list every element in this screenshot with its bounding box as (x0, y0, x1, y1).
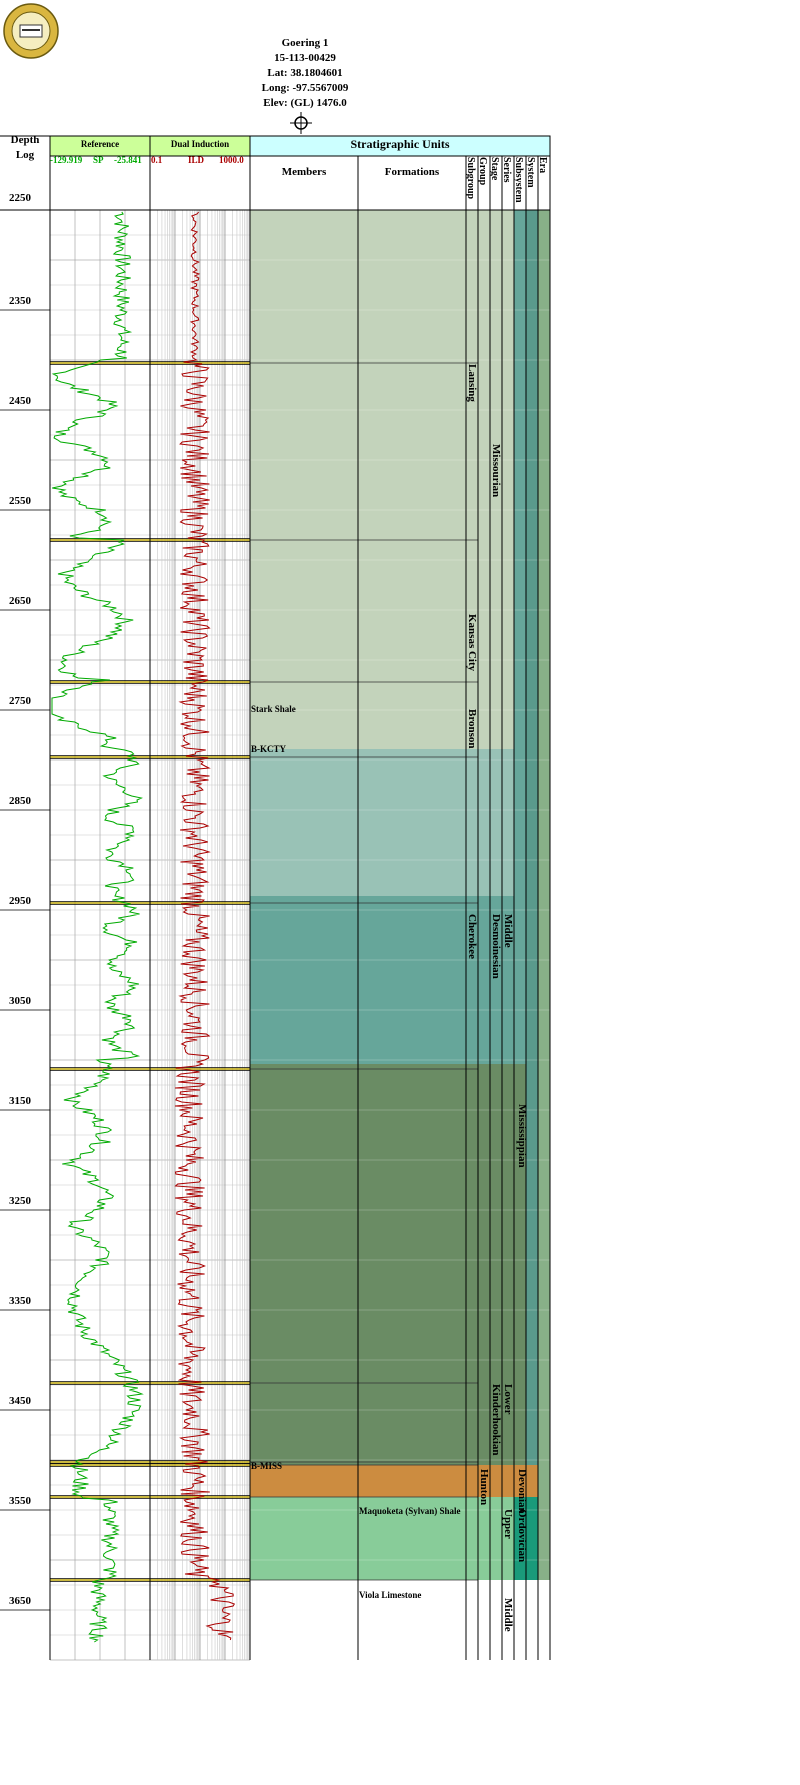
strat-col-header: Series (501, 157, 512, 183)
depth-label: 2650 (9, 595, 31, 607)
sp-curve (52, 212, 142, 1642)
member-label: B-KCTY (251, 744, 287, 754)
subgroup-label: Kansas City (466, 614, 478, 672)
group-label: Hunton (478, 1469, 490, 1506)
stage-label: Kinderhookian (490, 1384, 502, 1456)
formations-header: Formations (384, 166, 440, 178)
system-label: Devonian (516, 1469, 528, 1514)
zone-fill-devonian (250, 1465, 514, 1497)
system-label: Ordovician (516, 1509, 528, 1563)
depth-label: 3050 (9, 995, 31, 1007)
reference-header: Reference (80, 139, 120, 149)
depth-title: Depth (10, 134, 40, 146)
depth-label: 2450 (9, 395, 31, 407)
stage-label: Desmoinesian (490, 914, 502, 979)
strat-units-header: Stratigraphic Units (350, 137, 450, 151)
ild-scale-min: 0.1 (151, 155, 163, 165)
well-lat: Lat: 38.1804601 (267, 67, 343, 79)
dual-induction-header: Dual Induction (170, 139, 230, 149)
strat-col-header: Group (477, 157, 488, 186)
era-fill (538, 210, 550, 1580)
depth-label: 3150 (9, 1095, 31, 1107)
well-api: 15-113-00429 (274, 52, 336, 64)
series-label: Middle (502, 914, 514, 948)
members-header: Members (281, 166, 327, 178)
stage-label: Missourian (490, 444, 502, 498)
sp-scale-name: SP (93, 155, 104, 165)
sp-scale-min: -129.919 (50, 155, 83, 165)
member-label: Stark Shale (251, 704, 296, 714)
formation-label: Maquoketa (Sylvan) Shale (359, 1506, 461, 1516)
strat-col-header: Stage (489, 157, 500, 181)
zone-fill-mississippian (250, 1064, 514, 1465)
subgroup-label: Cherokee (466, 914, 478, 960)
series-label: Middle (502, 1598, 514, 1632)
well-elev: Elev: (GL) 1476.0 (263, 97, 347, 109)
subsystem-fill (514, 210, 526, 1064)
strat-col-header: Subsystem (513, 157, 524, 203)
series-label: Lower (502, 1384, 514, 1415)
depth-label: 3250 (9, 1195, 31, 1207)
strat-col-header: Subgroup (465, 157, 476, 200)
well-name: Goering 1 (281, 37, 329, 49)
depth-label: 3350 (9, 1295, 31, 1307)
depth-label: 2750 (9, 695, 31, 707)
zone-fill-desmoinesian-upper (250, 749, 514, 896)
strat-col-header: Era (537, 157, 548, 174)
system-label: Mississippian (516, 1104, 528, 1168)
depth-label: 3550 (9, 1495, 31, 1507)
ild-scale-name: ILD (188, 155, 205, 165)
series-label: Upper (502, 1509, 514, 1539)
depth-label: 2850 (9, 795, 31, 807)
ild-scale-max: 1000.0 (219, 155, 244, 165)
well-long: Long: -97.5567009 (261, 82, 349, 94)
sp-scale-max: -25.841 (114, 155, 142, 165)
strat-col-header: System (525, 157, 536, 188)
log-title: Log (15, 149, 35, 161)
depth-label: 2550 (9, 495, 31, 507)
depth-label: 2950 (9, 895, 31, 907)
subgroup-label: Bronson (466, 709, 478, 749)
formation-label: Viola Limestone (359, 1590, 422, 1600)
depth-header (0, 134, 50, 161)
depth-label: 2250 (9, 192, 31, 204)
depth-label: 3450 (9, 1395, 31, 1407)
depth-label: 3650 (9, 1595, 31, 1607)
subgroup-label: Lansing (466, 364, 478, 402)
member-label: B-MISS (251, 1461, 283, 1471)
depth-label: 2350 (9, 295, 31, 307)
ild-curve (175, 212, 234, 1640)
system-fill (526, 210, 538, 1465)
